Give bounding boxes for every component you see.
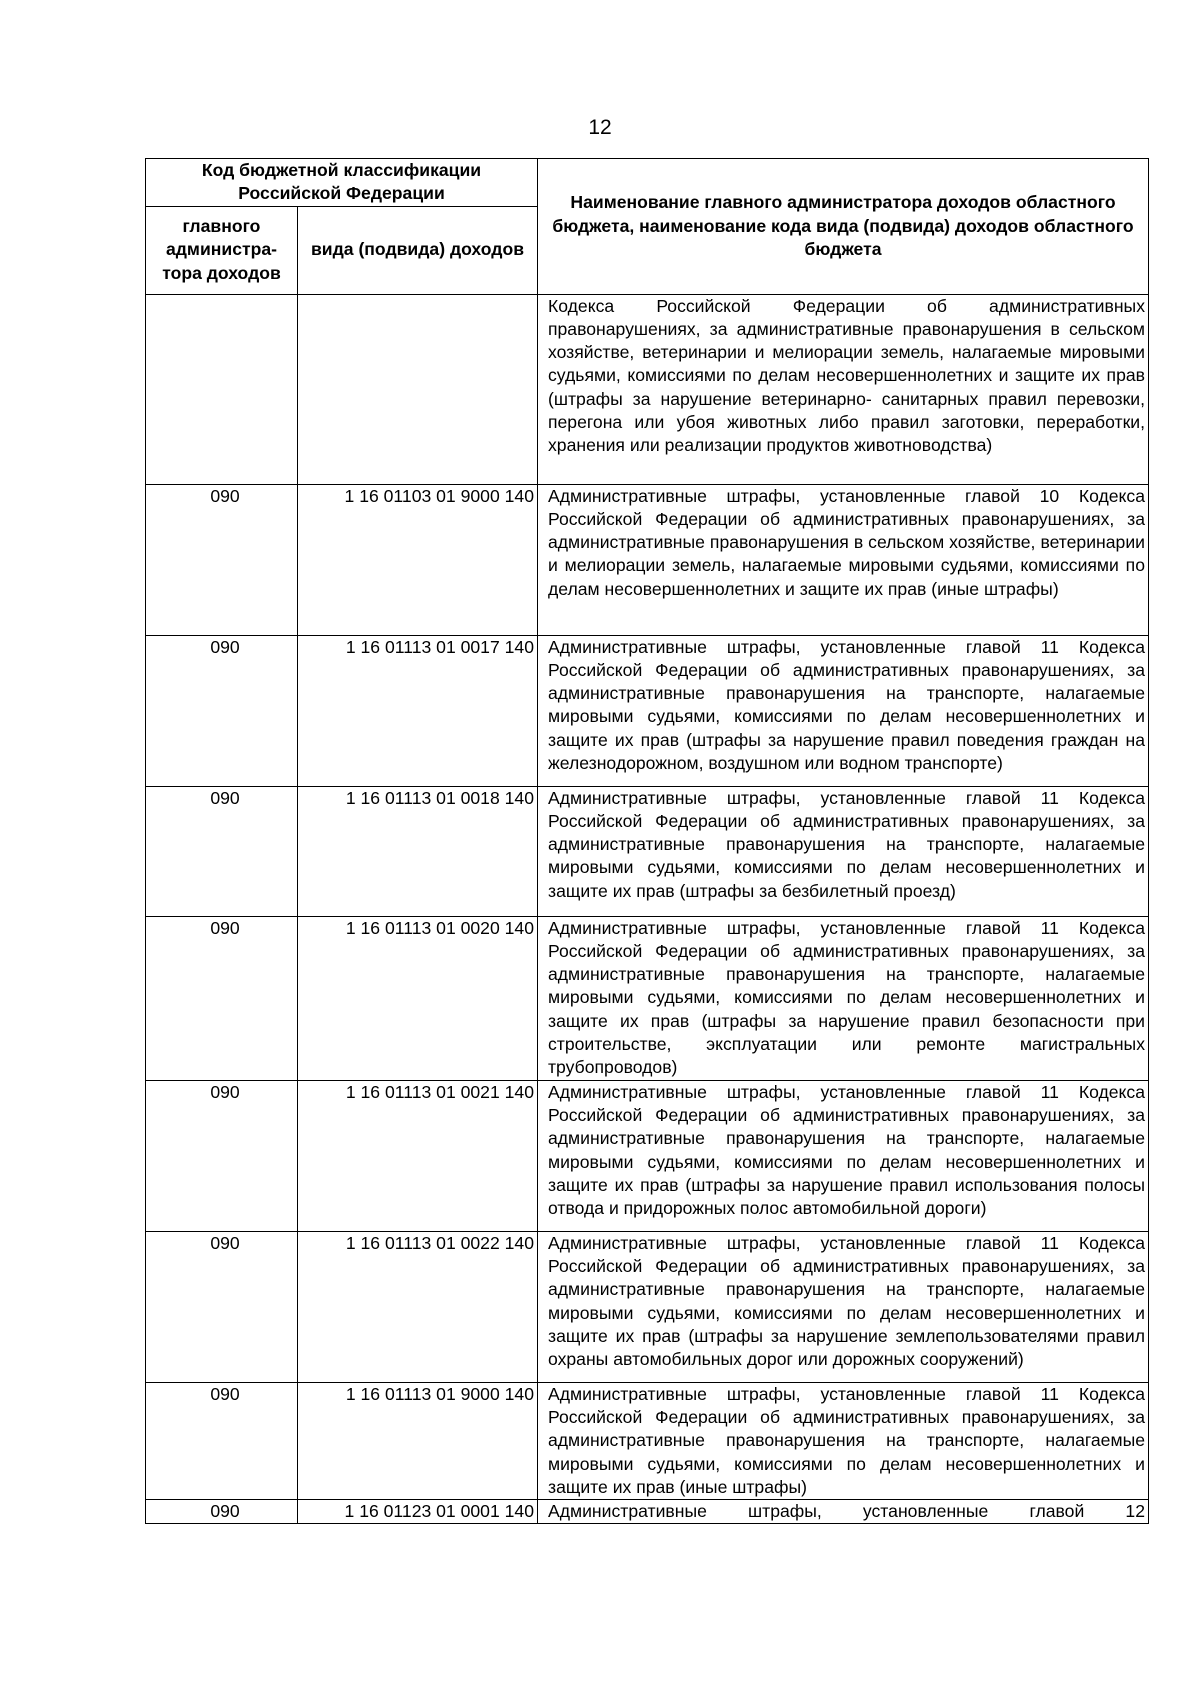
revenue-code-cell: 1 16 01123 01 0001 140 [298,1500,538,1524]
table-row [146,1231,1149,1382]
header-admin: главного администра-тора доходов [146,206,298,294]
table-row [146,1500,1149,1524]
budget-classification-table [145,158,1149,1524]
admin-code-cell [146,294,298,484]
header-code: вида (подвида) доходов [298,206,538,294]
header-code-group: Код бюджетной классификации Российской Федерации [146,159,538,207]
revenue-name-cell: Кодекса Российской Федерации об административных правонарушениях, за административные правонарушения в сельском хозяйстве, ветеринарии и мелиорации земель, налагаемые мировыми судьями, комиссиями по делам несовершеннолетних и защите их прав (штрафы за нарушение ветеринарно- санитарных правил перевозки, перегона или убоя животных либо правил заготовки, переработки, хранения или реализации продуктов животноводства) [538,294,1149,484]
table-row [146,635,1149,786]
revenue-name-cell: Административные штрафы, установленные главой 12 [538,1500,1149,1524]
admin-code-cell: 090 [146,786,298,916]
revenue-name-cell: Административные штрафы, установленные главой 11 Кодекса Российской Федерации об административных правонарушениях, за административные правонарушения на транспорте, налагаемые мировыми судьями, комиссиями по делам несовершеннолетних и защите их прав (штрафы за нарушение правил использования полосы отвода и придорожных полос автомобильной дороги) [538,1080,1149,1231]
table-row [146,1382,1149,1499]
revenue-code-cell: 1 16 01113 01 9000 140 [298,1382,538,1499]
revenue-name-cell: Административные штрафы, установленные главой 11 Кодекса Российской Федерации об административных правонарушениях, за административные правонарушения на транспорте, налагаемые мировыми судьями, комиссиями по делам несовершеннолетних и защите их прав (штрафы за нарушение правил поведения граждан на железнодорожном, воздушном или водном транспорте) [538,635,1149,786]
admin-code-cell: 090 [146,916,298,1080]
admin-code-cell: 090 [146,1382,298,1499]
revenue-name-cell: Административные штрафы, установленные главой 10 Кодекса Российской Федерации об административных правонарушениях, за административные правонарушения в сельском хозяйстве, ветеринарии и мелиорации земель, налагаемые мировыми судьями, комиссиями по делам несовершеннолетних и защите их прав (иные штрафы) [538,484,1149,635]
revenue-name-cell: Административные штрафы, установленные главой 11 Кодекса Российской Федерации об административных правонарушениях, за административные правонарушения на транспорте, налагаемые мировыми судьями, комиссиями по делам несовершеннолетних и защите их прав (иные штрафы) [538,1382,1149,1499]
revenue-code-cell: 1 16 01113 01 0022 140 [298,1231,538,1382]
header-name: Наименование главного администратора доходов областного бюджета, наименование кода вида (подвида) доходов областного бюджета [538,159,1149,295]
table-row [146,786,1149,916]
revenue-code-cell: 1 16 01113 01 0018 140 [298,786,538,916]
revenue-code-cell: 1 16 01113 01 0021 140 [298,1080,538,1231]
revenue-code-cell: 1 16 01113 01 0020 140 [298,916,538,1080]
revenue-name-cell: Административные штрафы, установленные главой 11 Кодекса Российской Федерации об административных правонарушениях, за административные правонарушения на транспорте, налагаемые мировыми судьями, комиссиями по делам несовершеннолетних и защите их прав (штрафы за безбилетный проезд) [538,786,1149,916]
revenue-name-cell: Административные штрафы, установленные главой 11 Кодекса Российской Федерации об административных правонарушениях, за административные правонарушения на транспорте, налагаемые мировыми судьями, комиссиями по делам несовершеннолетних и защите их прав (штрафы за нарушение землепользователями правил охраны автомобильных дорог или дорожных сооружений) [538,1231,1149,1382]
revenue-code-cell [298,294,538,484]
admin-code-cell: 090 [146,1080,298,1231]
revenue-code-cell: 1 16 01103 01 9000 140 [298,484,538,635]
revenue-code-cell: 1 16 01113 01 0017 140 [298,635,538,786]
table-row [146,484,1149,635]
admin-code-cell: 090 [146,1500,298,1524]
table-row [146,916,1149,1080]
page-number: 12 [588,116,612,139]
admin-code-cell: 090 [146,635,298,786]
table-row [146,1080,1149,1231]
revenue-name-cell: Административные штрафы, установленные главой 11 Кодекса Российской Федерации об административных правонарушениях, за административные правонарушения на транспорте, налагаемые мировыми судьями, комиссиями по делам несовершеннолетних и защите их прав (штрафы за нарушение правил безопасности при строительстве, эксплуатации или ремонте магистральных трубопроводов) [538,916,1149,1080]
admin-code-cell: 090 [146,1231,298,1382]
table-row [146,294,1149,484]
admin-code-cell: 090 [146,484,298,635]
